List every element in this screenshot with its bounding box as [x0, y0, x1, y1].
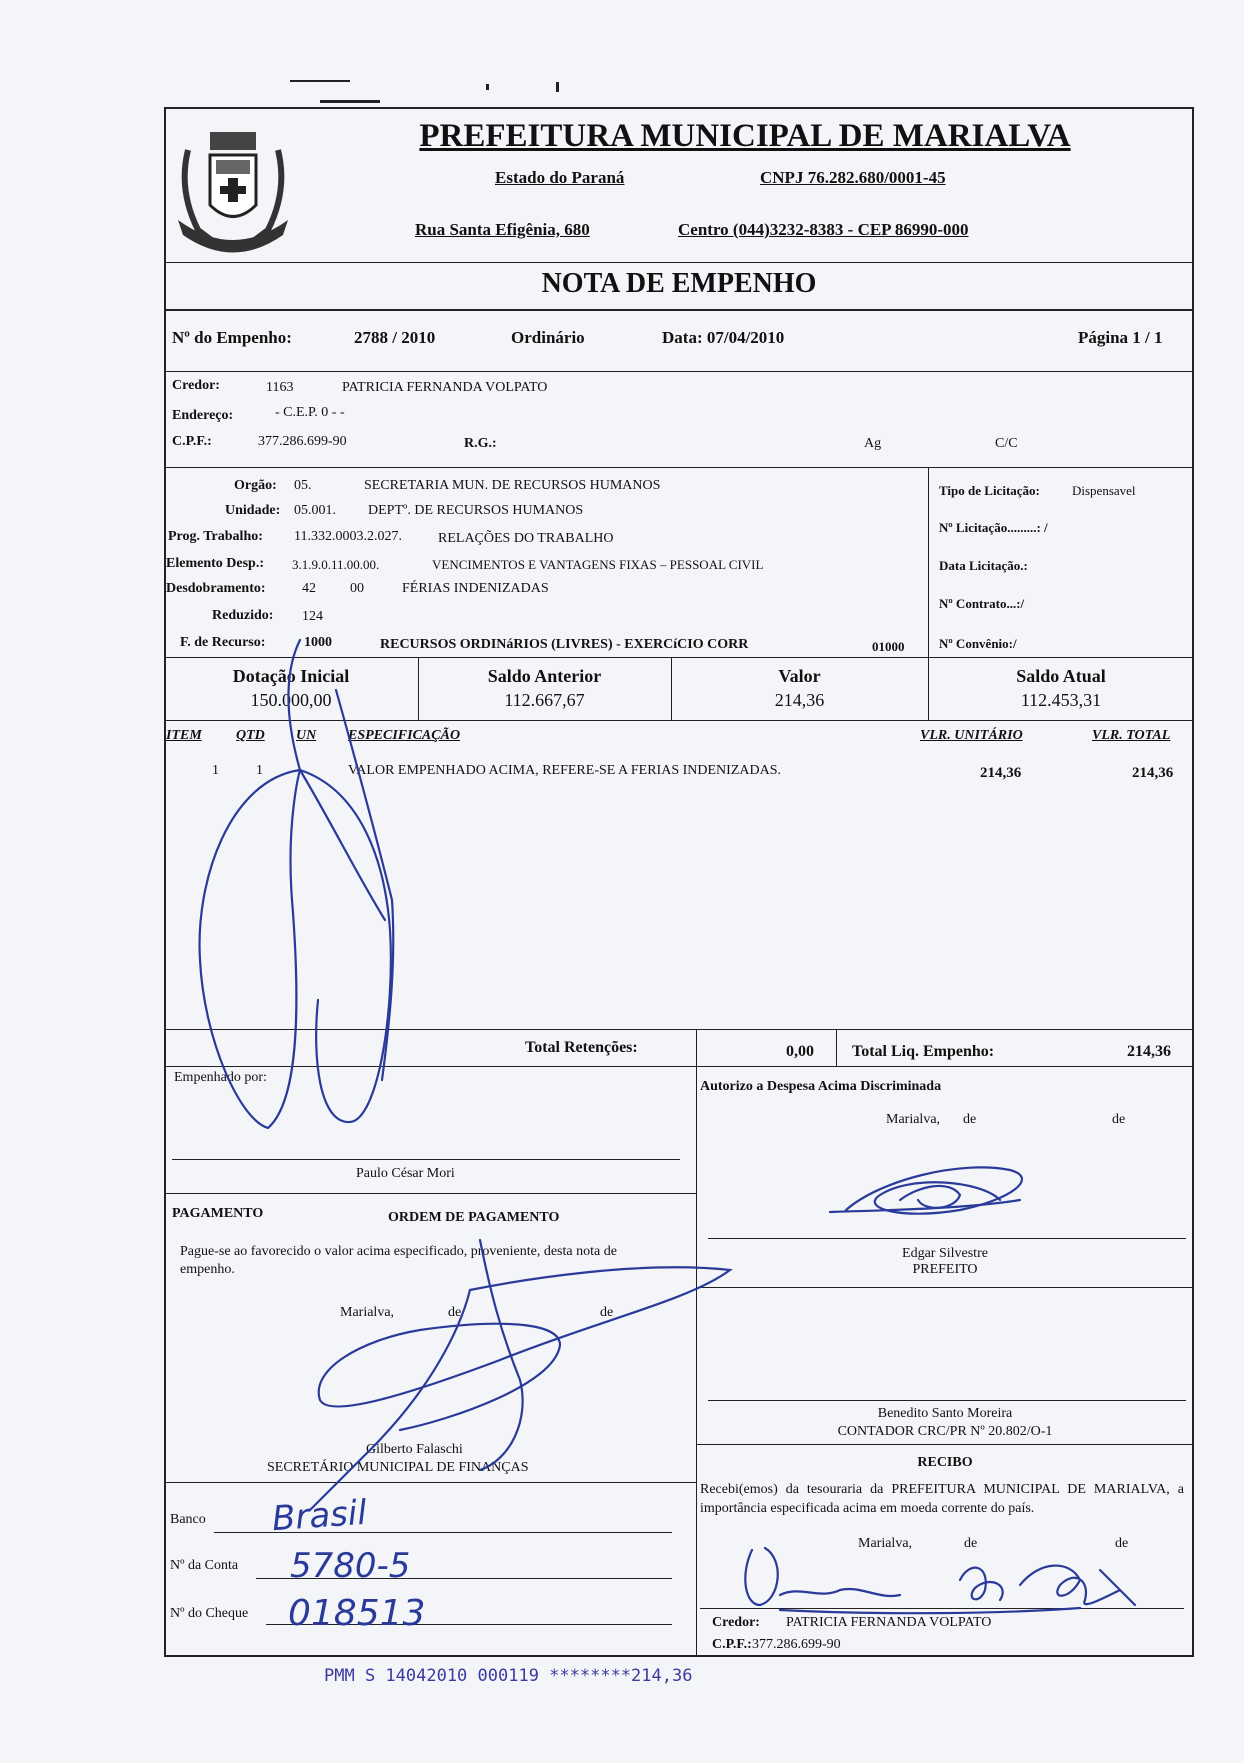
col-unit-value: VLR. UNITÁRIO [920, 728, 1023, 743]
data-licitacao: Data Licitação.: [939, 558, 1028, 573]
col-item: ITEM [166, 728, 202, 743]
credor-name: PATRICIA FERNANDA VOLPATO [342, 380, 548, 395]
empenhado-label: Empenhado por: [174, 1070, 267, 1085]
dotacao-label: Dotação Inicial [232, 666, 350, 686]
prog-name: RELAÇÕES DO TRABALHO [438, 531, 614, 546]
recurso-label: F. de Recurso: [180, 635, 266, 650]
desd-sub: 00 [350, 581, 364, 596]
recibo-text: Recebi(emos) da tesouraria da PREFEITURA MUNICIPAL DE MARIALVA, a importância especificada acima em moeda corrente do país. [700, 1482, 1184, 1516]
valor-label: Valor [778, 666, 821, 686]
desd-name: FÉRIAS INDENIZADAS [402, 581, 549, 596]
left-de-1: de [448, 1305, 462, 1320]
recibo-credor-label: Credor: [712, 1615, 760, 1630]
page-title: PREFEITURA MUNICIPAL DE MARIALVA [419, 118, 1071, 154]
orgao-name: SECRETARIA MUN. DE RECURSOS HUMANOS [364, 478, 661, 493]
col-total-value: VLR. TOTAL [1092, 728, 1171, 743]
secretario-role: SECRETÁRIO MUNICIPAL DE FINANÇAS [267, 1460, 529, 1475]
credor-cpf: 377.286.699-90 [258, 434, 347, 449]
retencoes-value: 0,00 [786, 1043, 814, 1060]
reduzido-label: Reduzido: [212, 608, 274, 623]
cc-label: C/C [995, 436, 1018, 451]
saldo-anterior-value: 112.667,67 [504, 690, 585, 710]
prog-code: 11.332.0003.2.027. [294, 529, 402, 544]
credor-address: - C.E.P. 0 - - [275, 405, 345, 420]
ordem-pagamento-label: ORDEM DE PAGAMENTO [388, 1210, 560, 1225]
unidade-code: 05.001. [294, 503, 336, 518]
numero-contrato: Nº Contrato...:/ [939, 596, 1025, 611]
conta-handwritten: 5780-5 [290, 1546, 411, 1586]
recurso-number: 01000 [872, 639, 905, 654]
prefeito-name: Edgar Silvestre [902, 1246, 988, 1261]
empenho-date: Data: 07/04/2010 [662, 328, 785, 347]
item-total-value: 214,36 [1132, 765, 1174, 781]
item-description: VALOR EMPENHADO ACIMA, REFERE-SE A FERIAS INDENIZADAS. [348, 763, 781, 778]
elem-label: Elemento Desp.: [166, 556, 264, 571]
unidade-name: DEPTº. DE RECURSOS HUMANOS [368, 503, 584, 518]
numero-convenio: Nº Convênio:/ [939, 636, 1017, 651]
recibo-de-1: de [964, 1536, 978, 1551]
cpf-label: C.P.F.: [172, 434, 212, 449]
item-number: 1 [212, 763, 219, 778]
saldo-atual-value: 112.453,31 [1020, 690, 1102, 710]
col-qtd: QTD [236, 728, 265, 743]
banco-handwritten: Brasil [270, 1492, 369, 1540]
left-place: Marialva, [340, 1305, 395, 1320]
elem-name: VENCIMENTOS E VANTAGENS FIXAS – PESSOAL CIVIL [432, 557, 764, 572]
recibo-credor-name: PATRICIA FERNANDA VOLPATO [786, 1615, 992, 1630]
saldo-anterior-label: Saldo Anterior [487, 666, 602, 686]
rg-label: R.G.: [464, 436, 497, 451]
liquido-label: Total Liq. Empenho: [852, 1043, 995, 1060]
address: Rua Santa Efigênia, 680 [415, 220, 590, 239]
tipo-licitacao-label: Tipo de Licitação: [939, 483, 1040, 498]
right-place: Marialva, [886, 1112, 941, 1127]
autorizo-label: Autorizo a Despesa Acima Discriminada [700, 1079, 942, 1094]
state-name: Estado do Paraná [495, 168, 625, 187]
conta-label: Nº da Conta [170, 1558, 239, 1573]
pagamento-label: PAGAMENTO [172, 1206, 264, 1221]
item-unit-value: 214,36 [980, 765, 1022, 781]
unidade-label: Unidade: [225, 503, 281, 518]
page-number: Página 1 / 1 [1078, 328, 1163, 347]
prefeito-role: PREFEITO [912, 1262, 978, 1277]
coat-of-arms-icon [168, 110, 298, 260]
col-especificacao: ESPECIFICAÇÃO [348, 728, 461, 743]
reduzido-code: 124 [302, 609, 323, 624]
valor-value: 214,36 [774, 690, 825, 710]
desd-code: 42 [302, 581, 316, 596]
item-qtd: 1 [256, 763, 263, 778]
recibo-cpf-label: C.P.F.: [712, 1637, 752, 1652]
col-un: UN [296, 728, 317, 743]
pague-text: Pague-se ao favorecido o valor acima especificado, proveniente, desta nota de empenho. [180, 1244, 617, 1277]
elem-code: 3.1.9.0.11.00.00. [292, 557, 380, 572]
contador-role: CONTADOR CRC/PR Nº 20.802/O-1 [837, 1424, 1053, 1439]
document-title: NOTA DE EMPENHO [541, 268, 817, 299]
cheque-label: Nº do Cheque [170, 1606, 249, 1621]
dotacao-value: 150.000,00 [250, 690, 332, 710]
empenho-number-label: Nº do Empenho: [172, 328, 292, 347]
credor-code: 1163 [266, 380, 294, 395]
right-de-2: de [1112, 1112, 1126, 1127]
contact-info: Centro (044)3232-8383 - CEP 86990-000 [678, 220, 969, 239]
cheque-handwritten: 018513 [288, 1593, 426, 1634]
orgao-label: Orgão: [234, 478, 277, 493]
recurso-code: 1000 [304, 635, 332, 650]
secretario-name: Gilberto Falaschi [366, 1442, 463, 1457]
liquido-value: 214,36 [1127, 1043, 1171, 1060]
tipo-licitacao-value: Dispensavel [1072, 483, 1136, 498]
empenho-number: 2788 / 2010 [354, 328, 436, 347]
saldo-atual-label: Saldo Atual [1016, 666, 1106, 686]
contador-name: Benedito Santo Moreira [877, 1406, 1013, 1421]
recibo-cpf: 377.286.699-90 [752, 1637, 841, 1652]
recurso-name: RECURSOS ORDINáRIOS (LIVRES) - EXERCíCIO CORR [380, 637, 749, 652]
cnpj: CNPJ 76.282.680/0001-45 [760, 168, 946, 187]
right-de-1: de [963, 1112, 977, 1127]
orgao-code: 05. [294, 478, 312, 493]
prog-label: Prog. Trabalho: [168, 529, 263, 544]
footer-stamp: PMM S 14042010 000119 ********214,36 [324, 1666, 693, 1686]
empenho-type: Ordinário [511, 328, 585, 347]
credor-label: Credor: [172, 378, 220, 393]
banco-label: Banco [170, 1512, 206, 1527]
address-label: Endereço: [172, 408, 234, 423]
empenhado-name: Paulo César Mori [356, 1166, 455, 1181]
desd-label: Desdobramento: [166, 581, 266, 596]
ag-label: Ag [864, 436, 882, 451]
retencoes-label: Total Retenções: [525, 1039, 638, 1056]
numero-licitacao: Nº Licitação.........: / [939, 520, 1048, 535]
recibo-de-2: de [1115, 1536, 1129, 1551]
recibo-title: RECIBO [917, 1455, 973, 1470]
left-de-2: de [600, 1305, 614, 1320]
recibo-place: Marialva, [858, 1536, 913, 1551]
